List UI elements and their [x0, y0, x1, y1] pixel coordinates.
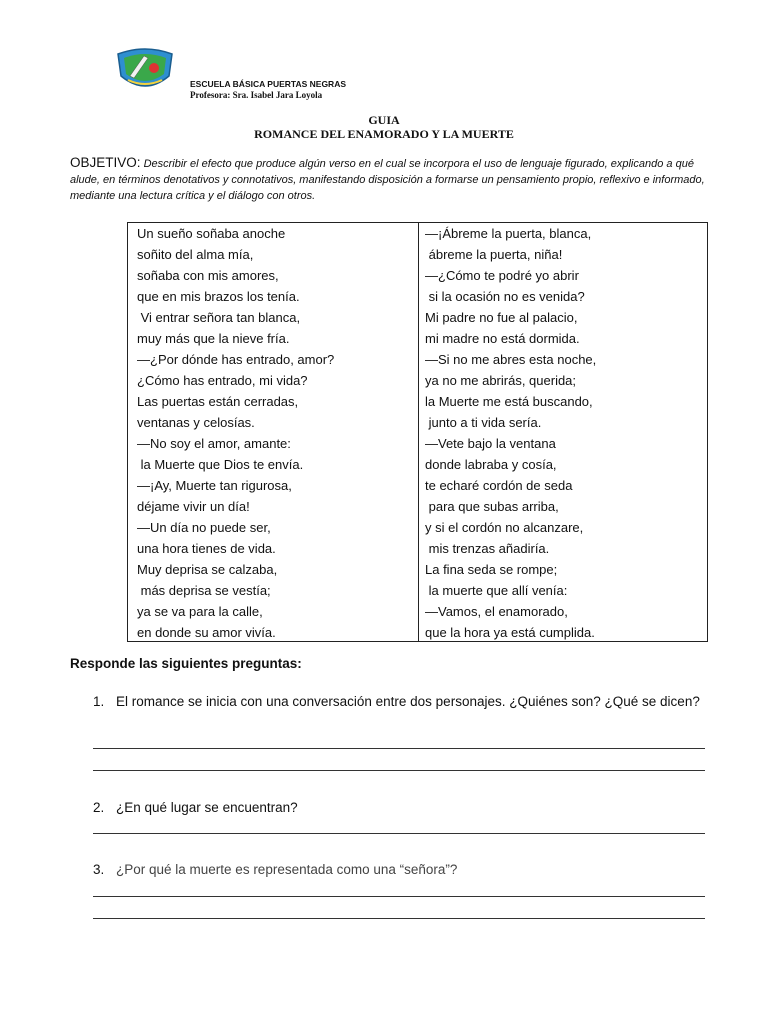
poem-verse: donde labraba y cosía, — [425, 457, 557, 472]
questions-heading: Responde las siguientes preguntas: — [70, 656, 302, 671]
question-1 — [93, 691, 708, 735]
poem-verse: La fina seda se rompe; — [425, 562, 558, 577]
question-text: ¿Por qué la muerte es representada como una “señora”? — [116, 862, 458, 877]
poem-table — [127, 222, 708, 642]
poem-verse: para que subas arriba, — [425, 499, 559, 514]
poem-verse: —Vamos, el enamorado, — [425, 604, 568, 619]
poem-verse: Muy deprisa se calzaba, — [137, 562, 278, 577]
poem-verse: —Un día no puede ser, — [137, 520, 271, 535]
poem-verse: —No soy el amor, amante: — [137, 436, 291, 451]
poem-verse: soñito del alma mía, — [137, 247, 254, 262]
poem-verse: déjame vivir un día! — [137, 499, 250, 514]
poem-verse: en donde su amor vivía. — [137, 625, 276, 640]
school-name: ESCUELA BÁSICA PUERTAS NEGRAS — [190, 79, 347, 89]
poem-column-left — [128, 223, 419, 641]
question-2 — [93, 797, 708, 819]
poem-verse: Vi entrar señora tan blanca, — [137, 310, 301, 325]
poem-verse: —¡Ay, Muerte tan rigurosa, — [137, 478, 292, 493]
school-logo-icon — [114, 42, 176, 94]
poem-verse: soñaba con mis amores, — [137, 268, 279, 283]
objective-text: Describir el efecto que produce algún verso en el cual se incorpora el uso de lenguaje figurado, explicando a qué alude, en términos denotativos y connotativos, manifestando disposición a formarse un pensamiento propio, reflexivo e informado, mediante una lectura crítica y el diálogo con otros. — [70, 158, 705, 202]
question-text: El romance se inicia con una conversación entre dos personajes. ¿Quiénes son? ¿Qué se dicen? — [116, 694, 700, 709]
answer-line[interactable] — [93, 833, 705, 834]
poem-verse: Un sueño soñaba anoche — [137, 226, 286, 241]
poem-verse: que la hora ya está cumplida. — [425, 625, 595, 640]
poem-verse: que en mis brazos los tenía. — [137, 289, 300, 304]
question-3 — [93, 859, 708, 881]
poem-verse: ventanas y celosías. — [137, 415, 255, 430]
answer-line[interactable] — [93, 748, 705, 749]
poem-verse: muy más que la nieve fría. — [137, 331, 290, 346]
answer-line[interactable] — [93, 770, 705, 771]
poem-verse: mis trenzas añadiría. — [425, 541, 550, 556]
poem-verse: —¿Cómo te podré yo abrir — [425, 268, 579, 283]
poem-verse: la Muerte que Dios te envía. — [137, 457, 304, 472]
question-text: ¿En qué lugar se encuentran? — [116, 800, 298, 815]
poem-verse: ¿Cómo has entrado, mi vida? — [137, 373, 308, 388]
poem-verse: una hora tienes de vida. — [137, 541, 276, 556]
poem-verse: si la ocasión no es venida? — [425, 289, 585, 304]
question-number: 3. — [93, 862, 105, 877]
poem-verse: ya se va para la calle, — [137, 604, 263, 619]
poem-column-right — [419, 223, 707, 641]
objective — [70, 155, 710, 204]
poem-verse: ya no me abrirás, querida; — [425, 373, 577, 388]
answer-line[interactable] — [93, 896, 705, 897]
poem-verse: —¿Por dónde has entrado, amor? — [137, 352, 335, 367]
poem-verse: junto a ti vida sería. — [425, 415, 542, 430]
poem-verse: —¡Ábreme la puerta, blanca, — [425, 226, 592, 241]
poem-verse: la Muerte me está buscando, — [425, 394, 593, 409]
poem-verse: Las puertas están cerradas, — [137, 394, 299, 409]
objective-label: OBJETIVO: — [70, 155, 141, 170]
poem-verse: y si el cordón no alcanzare, — [425, 520, 584, 535]
poem-verse: —Vete bajo la ventana — [425, 436, 556, 451]
page-title: GUIA — [368, 113, 400, 127]
poem-verse: Mi padre no fue al palacio, — [425, 310, 578, 325]
poem-verse: la muerte que allí venía: — [425, 583, 568, 598]
poem-verse: mi madre no está dormida. — [425, 331, 580, 346]
question-number: 2. — [93, 800, 105, 815]
page-subtitle: ROMANCE DEL ENAMORADO Y LA MUERTE — [254, 127, 514, 141]
teacher-name: Profesora: Sra. Isabel Jara Loyola — [190, 90, 323, 100]
poem-verse: más deprisa se vestía; — [137, 583, 271, 598]
poem-verse: ábreme la puerta, niña! — [425, 247, 563, 262]
poem-verse: te echaré cordón de seda — [425, 478, 573, 493]
question-number: 1. — [93, 694, 105, 709]
answer-line[interactable] — [93, 918, 705, 919]
poem-verse: —Si no me abres esta noche, — [425, 352, 597, 367]
